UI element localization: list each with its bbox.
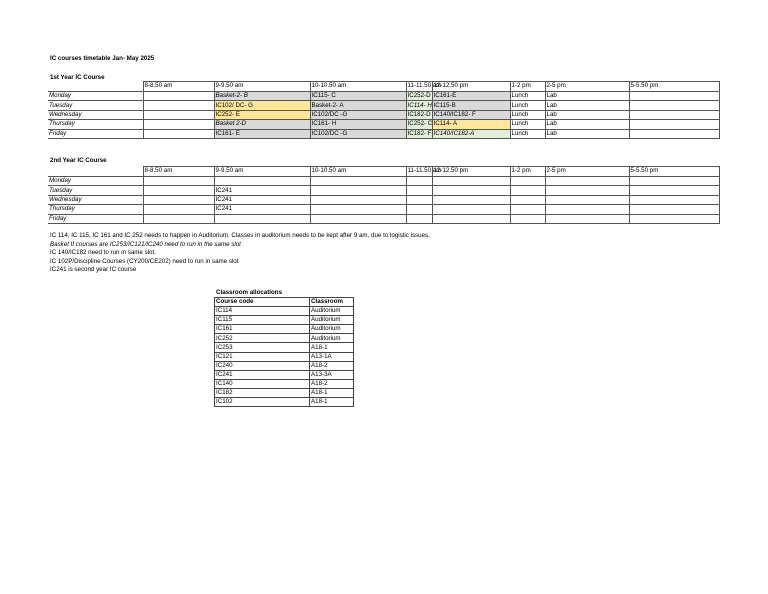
table-row <box>48 129 719 138</box>
year2-heading: 2nd Year IC Course <box>50 157 107 164</box>
note-auditorium: IC 114, IC 115, IC 161 and IC 252 needs to happen in Auditorium. Classes in auditorium needs to be kept after 9 am, due to logistic issues. <box>50 232 430 239</box>
slot-cell <box>310 186 406 195</box>
time-slot-header: 10-10.50 am <box>310 82 406 92</box>
slot-cell: IC102/DC -G <box>310 110 406 119</box>
course-code-cell: IC115 <box>215 316 310 325</box>
time-slot-header: 9-9.50 am <box>214 82 310 92</box>
slot-cell: IC182-D <box>407 110 431 118</box>
slot-cell <box>629 177 719 186</box>
slot-cell <box>629 120 719 129</box>
classroom-cell: A18-2 <box>310 361 354 370</box>
time-slot-header: 1-2 pm <box>510 167 545 177</box>
document-title: IC courses timetable Jan- May 2025 <box>50 55 155 62</box>
slot-cell: IC241 <box>214 186 310 195</box>
slot-cell <box>143 92 214 101</box>
slot-cell <box>406 186 432 195</box>
slot-cell: IC252-D <box>407 92 431 100</box>
classroom-cell: Auditorium <box>310 316 354 325</box>
slot-cell: IC252- E <box>214 110 310 119</box>
classroom-cell: A18-1 <box>310 398 354 407</box>
classroom-cell: A13-3A <box>310 370 354 379</box>
time-slot-header: 2-5 pm <box>545 82 629 92</box>
time-slot-header: 5-5.50 pm <box>629 167 719 177</box>
day-label: Monday <box>48 177 143 186</box>
slot-cell <box>214 214 310 223</box>
slot-cell <box>629 92 719 101</box>
classroom-cell: A18-1 <box>310 343 354 352</box>
course-code-cell: IC114 <box>215 307 310 316</box>
slot-cell: Basket-2- A <box>310 101 406 110</box>
slot-cell: Lab <box>545 129 629 138</box>
slot-cell <box>510 205 545 214</box>
allocation-title: Classroom allocations <box>216 289 283 296</box>
slot-cell <box>143 120 214 129</box>
slot-cell <box>545 205 629 214</box>
day-label: Monday <box>48 92 143 101</box>
slot-cell: IC241 <box>214 205 310 214</box>
slot-cell <box>510 214 545 223</box>
allocation-header-row <box>215 298 354 307</box>
note-basket: Basket II courses are IC253/IC121/IC240 need to run in the same slot <box>50 240 241 248</box>
year1-heading: 1st Year IC Course <box>50 74 105 81</box>
slot-cell <box>510 177 545 186</box>
slot-cell <box>432 186 510 195</box>
classroom-cell: Auditorium <box>310 307 354 316</box>
slot-cell <box>629 214 719 223</box>
slot-cell <box>310 195 406 204</box>
time-slot-header: 10-10.50 am <box>310 167 406 177</box>
table-row <box>215 398 354 407</box>
slot-cell <box>143 205 214 214</box>
slot-cell <box>629 186 719 195</box>
slot-cell: IC102/ DC- G <box>214 101 310 110</box>
slot-cell <box>629 101 719 110</box>
slot-cell: Lab <box>545 92 629 101</box>
time-slot-header: 2-5 pm <box>545 167 629 177</box>
classroom-cell: A18-1 <box>310 388 354 397</box>
slot-cell <box>406 177 432 186</box>
day-label: Tuesday <box>48 101 143 110</box>
slot-cell: IC115- C <box>310 92 406 101</box>
table-row <box>215 307 354 316</box>
course-code-cell: IC182 <box>215 388 310 397</box>
slot-cell <box>406 214 432 223</box>
slot-cell: Lunch <box>510 129 545 138</box>
corner-cell <box>48 167 143 177</box>
classroom-cell: A13-1A <box>310 352 354 361</box>
classroom-cell: A18-2 <box>310 379 354 388</box>
corner-cell <box>48 82 143 92</box>
table-row <box>48 214 719 223</box>
slot-cell: IC114- H <box>407 101 432 109</box>
course-code-cell: IC102 <box>215 398 310 407</box>
course-code-cell: IC240 <box>215 361 310 370</box>
slot-cell: IC182- F <box>407 129 432 137</box>
slot-cell <box>143 110 214 119</box>
year1-timetable <box>48 81 720 139</box>
allocation-col-course: Course code <box>215 298 310 307</box>
day-label: Tuesday <box>48 186 143 195</box>
course-code-cell: IC252 <box>215 334 310 343</box>
day-label: Wednesday <box>48 195 143 204</box>
slot-cell: Basket 2-D <box>214 120 310 129</box>
slot-cell <box>432 177 510 186</box>
slot-cell <box>406 205 432 214</box>
table-row <box>48 195 719 204</box>
slot-cell <box>214 177 310 186</box>
slot-cell: Lunch <box>510 120 545 129</box>
table-row <box>215 316 354 325</box>
slot-cell <box>545 214 629 223</box>
note-ic140: IC 140/IC182 need to run in same slot. <box>50 249 156 256</box>
slot-cell <box>432 214 510 223</box>
day-label: Friday <box>48 129 143 138</box>
slot-cell <box>629 205 719 214</box>
allocation-table <box>214 297 354 407</box>
table-row <box>215 352 354 361</box>
table-row <box>48 186 719 195</box>
slot-cell <box>143 177 214 186</box>
slot-cell: IC114- A <box>432 120 510 129</box>
time-slot-header: 8-8.50 am <box>143 82 214 92</box>
slot-cell: Lunch <box>510 110 545 119</box>
slot-cell <box>406 195 432 204</box>
time-slot-header: 11-11.50 am <box>406 167 432 177</box>
day-label: Wednesday <box>48 110 143 119</box>
day-label: Thursday <box>48 120 143 129</box>
slot-cell <box>143 186 214 195</box>
slot-cell <box>545 186 629 195</box>
table-row <box>215 361 354 370</box>
slot-cell: IC161- H <box>310 120 406 129</box>
table-row <box>48 110 719 119</box>
slot-cell <box>510 195 545 204</box>
year2-timetable <box>48 166 720 224</box>
table-row <box>48 101 719 110</box>
slot-cell <box>143 101 214 110</box>
table-row <box>215 370 354 379</box>
year1-header-row <box>48 82 719 92</box>
time-slot-header: 12-12.50 pm <box>432 82 510 92</box>
slot-cell <box>629 129 719 138</box>
time-slot-header: 12-12.50 pm <box>432 167 510 177</box>
course-code-cell: IC241 <box>215 370 310 379</box>
note-ic241: IC241 is second year IC course <box>50 266 137 273</box>
time-slot-header: 1-2 pm <box>510 82 545 92</box>
slot-cell <box>310 205 406 214</box>
slot-cell <box>545 195 629 204</box>
day-label: Thursday <box>48 205 143 214</box>
note-ic102: IC 102P/Discipline Courses (CY200/CE202) need to run in same slot <box>50 257 239 265</box>
slot-cell <box>432 195 510 204</box>
slot-cell: Basket-2- B <box>214 92 310 101</box>
slot-cell: IC161-E <box>432 92 510 101</box>
year2-header-row <box>48 167 719 177</box>
slot-cell: Lab <box>545 120 629 129</box>
allocation-col-classroom: Classroom <box>310 298 354 307</box>
slot-cell <box>143 129 214 138</box>
table-row <box>215 325 354 334</box>
course-code-cell: IC121 <box>215 352 310 361</box>
slot-cell <box>432 205 510 214</box>
slot-cell <box>629 110 719 119</box>
slot-cell: Lab <box>545 101 629 110</box>
slot-cell <box>143 214 214 223</box>
table-row <box>215 334 354 343</box>
slot-cell <box>143 195 214 204</box>
slot-cell <box>545 177 629 186</box>
slot-cell: IC140/IC182- F <box>432 110 510 119</box>
course-code-cell: IC140 <box>215 379 310 388</box>
course-code-cell: IC161 <box>215 325 310 334</box>
slot-cell <box>629 195 719 204</box>
table-row <box>215 343 354 352</box>
slot-cell: Lab <box>545 110 629 119</box>
time-slot-header: 5-5.50 pm <box>629 82 719 92</box>
table-row <box>48 120 719 129</box>
time-slot-header: 9-9.50 am <box>214 167 310 177</box>
slot-cell: IC241 <box>214 195 310 204</box>
table-row <box>48 92 719 101</box>
time-slot-header: 11-11.50 am <box>406 82 432 92</box>
slot-cell: IC102/DC -G <box>310 129 406 138</box>
table-row <box>48 177 719 186</box>
slot-cell: IC140/IC182-A <box>432 129 510 138</box>
slot-cell <box>310 214 406 223</box>
table-row <box>215 388 354 397</box>
day-label: Friday <box>48 214 143 223</box>
slot-cell <box>510 186 545 195</box>
time-slot-header: 8-8.50 am <box>143 167 214 177</box>
table-row <box>48 205 719 214</box>
classroom-cell: Auditorium <box>310 325 354 334</box>
slot-cell: Lunch <box>510 101 545 110</box>
table-row <box>215 379 354 388</box>
course-code-cell: IC253 <box>215 343 310 352</box>
slot-cell: IC115-B <box>432 101 510 110</box>
slot-cell: IC252- C <box>407 120 433 128</box>
classroom-cell: Auditorium <box>310 334 354 343</box>
slot-cell: Lunch <box>510 92 545 101</box>
slot-cell <box>310 177 406 186</box>
slot-cell: IC161- E <box>214 129 310 138</box>
